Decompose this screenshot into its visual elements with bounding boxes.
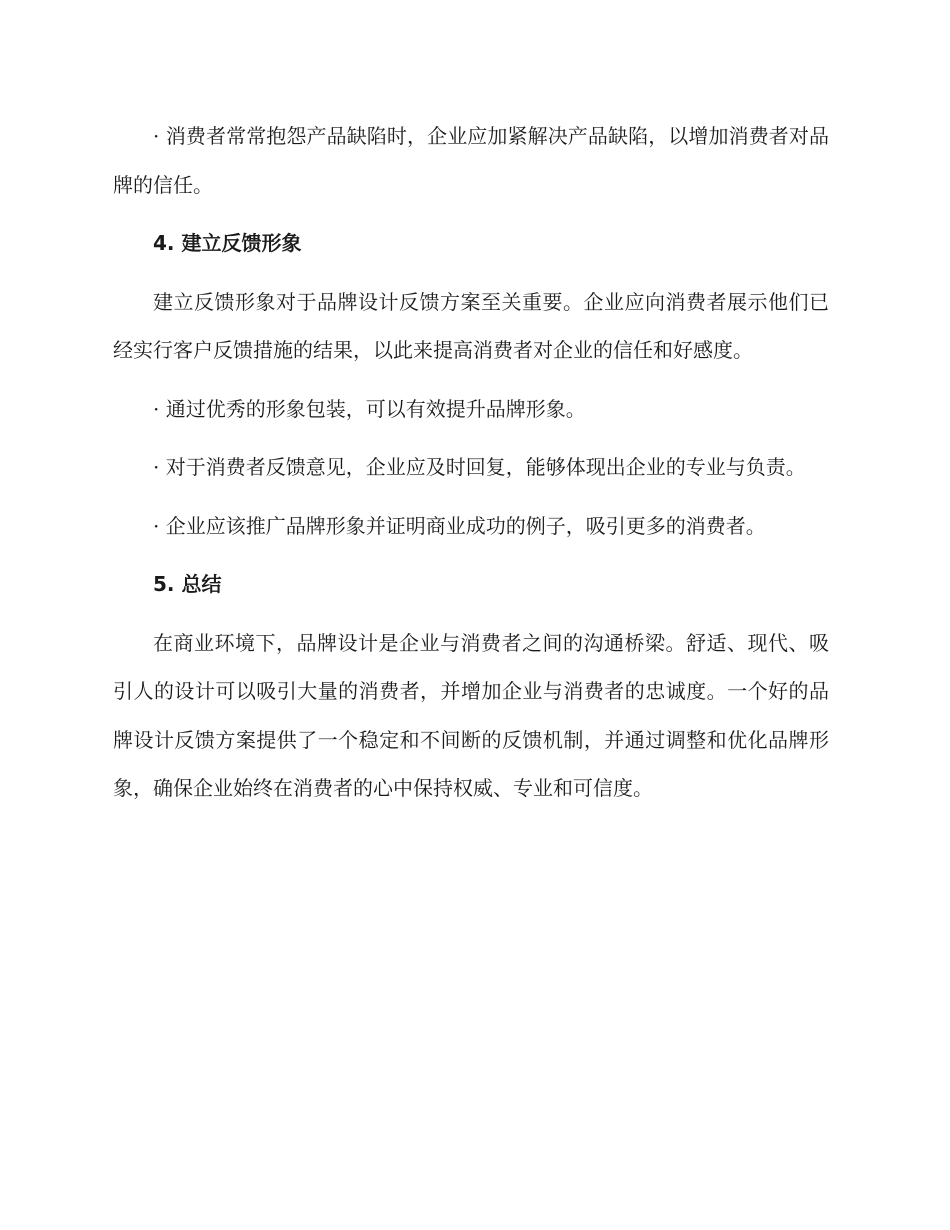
- section4-intro-paragraph: 建立反馈形象对于品牌设计反馈方案至关重要。企业应向消费者展示他们已经实行客户反馈措施的结果，以此来提高消费者对企业的信任和好感度。: [113, 289, 829, 362]
- spacer: [113, 433, 829, 443]
- section-heading-4: 4. 建立反馈形象: [153, 231, 302, 255]
- bullet-paragraph: · 通过优秀的形象包装，可以有效提升品牌形象。: [153, 396, 586, 421]
- bullet-paragraph: · 消费者常常抱怨产品缺陷时，企业应加紧解决产品缺陷，以增加消费者对品牌的信任。: [113, 124, 829, 197]
- section-heading-5: 5. 总结: [153, 572, 222, 596]
- spacer: [113, 492, 829, 502]
- document-page: [113, 112, 829, 813]
- spacer: [113, 268, 829, 278]
- spacer: [113, 209, 829, 219]
- spacer: [113, 550, 829, 560]
- section5-body-paragraph: 在商业环境下，品牌设计是企业与消费者之间的沟通桥梁。舒适、现代、吸引人的设计可以吸引大量的消费者，并增加企业与消费者的忠诚度。一个好的品牌设计反馈方案提供了一个稳定和不间断的反馈机制，并通过调整和优化品牌形象，确保企业始终在消费者的心中保持权威、专业和可信度。: [113, 630, 829, 800]
- spacer: [113, 609, 829, 619]
- bullet-paragraph: · 企业应该推广品牌形象并证明商业成功的例子，吸引更多的消费者。: [153, 513, 766, 538]
- bullet-paragraph: · 对于消费者反馈意见，企业应及时回复，能够体现出企业的专业与负责。: [153, 455, 806, 479]
- spacer: [113, 375, 829, 385]
